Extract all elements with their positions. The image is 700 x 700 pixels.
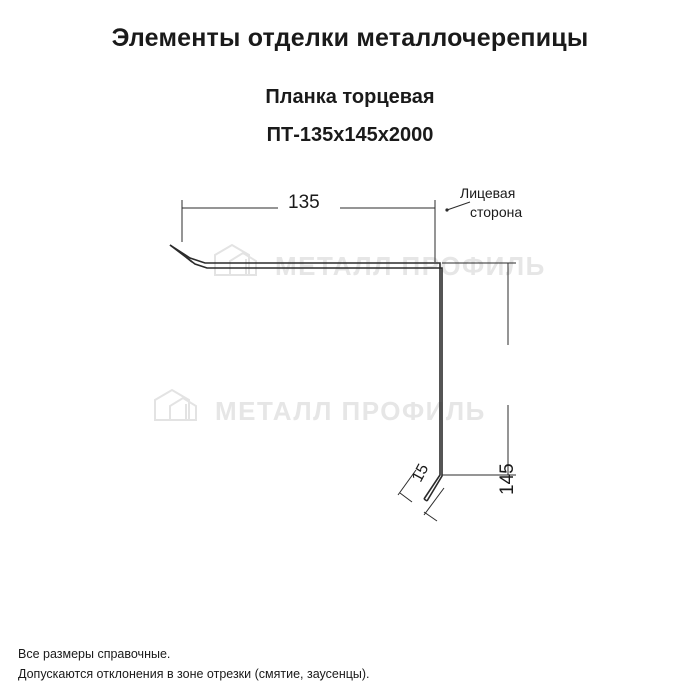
product-name: Планка торцевая [265,86,435,108]
dimension-lip-label: 15 [409,461,433,485]
front-side-line2: сторона [470,203,523,220]
svg-text:МЕТАЛЛ ПРОФИЛЬ: МЕТАЛЛ ПРОФИЛЬ [215,396,486,426]
footer-note-line1: Все размеры справочные. [18,647,171,662]
front-side-line1: Лицевая [460,185,516,201]
footer-note-line2: Допускаются отклонения в зоне отрезки (смятие, заусенцы). [18,666,370,681]
dimension-width-label: 135 [288,192,320,213]
front-side-annotation [460,184,522,222]
footer-note [18,645,370,684]
technical-drawing [0,150,700,570]
product-code: ПТ-135х145х2000 [266,124,434,146]
svg-text:МЕТАЛЛ ПРОФИЛЬ: МЕТАЛЛ ПРОФИЛЬ [275,251,546,281]
dimension-height-label: 145 [497,463,518,495]
page-title: Элементы отделки металлочерепицы [111,24,589,52]
